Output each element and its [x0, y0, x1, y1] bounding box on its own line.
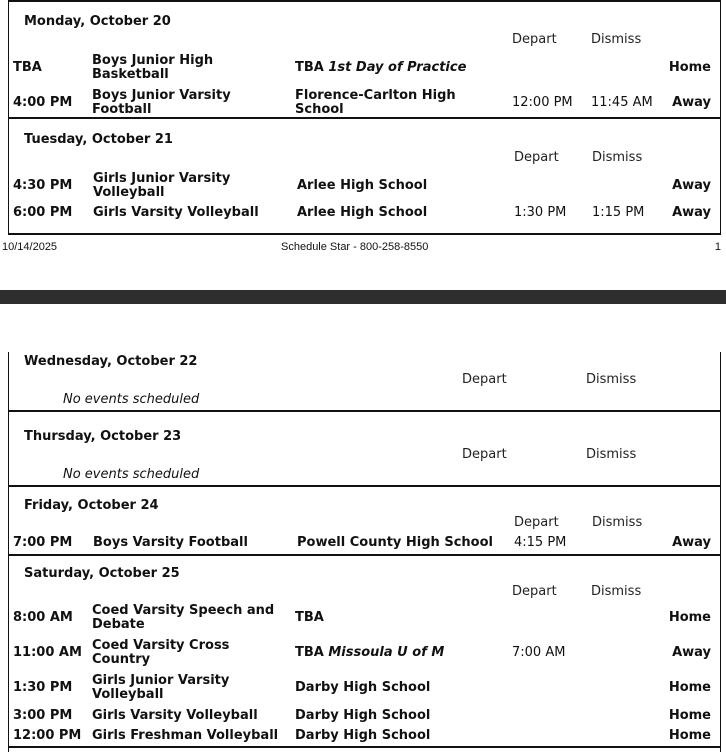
day-section-tuesday	[9, 119, 720, 235]
day-section-monday	[9, 2, 720, 119]
event-row	[9, 709, 720, 725]
event-location: Darby High School	[295, 708, 431, 723]
event-sport: Girls Varsity Volleyball	[93, 205, 259, 220]
event-row	[9, 536, 720, 552]
event-sport: Girls Freshman Volleyball	[92, 728, 279, 743]
depart-header: Depart	[512, 584, 557, 599]
event-sport: Boys Junior Varsity Football	[92, 88, 231, 117]
event-dismiss: 1:15 PM	[592, 205, 645, 220]
home-away: Home	[668, 708, 711, 723]
home-away: Home	[668, 610, 711, 625]
event-sport: Boys Junior High Basketball	[92, 53, 214, 82]
event-time: 8:00 AM	[13, 610, 73, 625]
depart-header: Depart	[512, 32, 557, 47]
dismiss-header: Dismiss	[591, 584, 642, 599]
event-row	[9, 674, 720, 702]
day-title: Saturday, October 25	[24, 566, 180, 581]
event-row	[9, 729, 720, 745]
footer-date: 10/14/2025	[2, 241, 58, 253]
section-divider	[9, 233, 720, 235]
location-name: TBA	[295, 60, 324, 75]
location-name: TBA	[295, 645, 324, 660]
event-row	[9, 604, 720, 632]
depart-header: Depart	[462, 372, 507, 387]
home-away: Away	[672, 205, 711, 220]
event-location: TBA	[295, 610, 324, 625]
event-depart: 4:15 PM	[514, 535, 567, 550]
depart-header: Depart	[514, 515, 559, 530]
event-depart: 1:30 PM	[514, 205, 567, 220]
event-row	[9, 639, 720, 667]
day-title: Monday, October 20	[24, 14, 171, 29]
dismiss-header: Dismiss	[592, 150, 643, 165]
event-location: Powell County High School	[297, 535, 493, 550]
home-away: Away	[672, 178, 711, 193]
page-separator	[0, 290, 726, 304]
schedule-frame	[8, 0, 721, 235]
day-section-saturday	[9, 556, 720, 752]
event-note: Missoula U of M	[328, 645, 445, 660]
event-location: Darby High School	[295, 728, 431, 743]
event-time: 1:30 PM	[13, 680, 73, 695]
dismiss-header: Dismiss	[591, 32, 642, 47]
event-time: 4:00 PM	[13, 95, 73, 110]
day-section-wednesday	[9, 352, 720, 412]
no-events-message: No events scheduled	[63, 392, 200, 407]
schedule-page-1	[0, 0, 726, 290]
no-events-message: No events scheduled	[63, 467, 200, 482]
event-sport: Girls Junior Varsity Volleyball	[93, 171, 231, 200]
depart-header: Depart	[462, 447, 507, 462]
event-time: 6:00 PM	[13, 205, 73, 220]
event-depart: 12:00 PM	[512, 95, 573, 110]
dismiss-header: Dismiss	[592, 515, 643, 530]
event-location: Arlee High School	[297, 205, 428, 220]
footer-contact: Schedule Star - 800-258-8550	[281, 241, 429, 253]
event-note: 1st Day of Practice	[328, 60, 467, 75]
home-away: Home	[668, 60, 711, 75]
day-title: Thursday, October 23	[24, 429, 182, 444]
event-location: Arlee High School	[297, 178, 428, 193]
dismiss-header: Dismiss	[586, 447, 637, 462]
event-sport: Coed Varsity Speech and Debate	[92, 603, 275, 632]
day-title: Friday, October 24	[24, 498, 159, 513]
home-away: Home	[668, 680, 711, 695]
depart-header: Depart	[514, 150, 559, 165]
event-row	[9, 54, 720, 82]
schedule-frame	[8, 352, 721, 752]
home-away: Home	[668, 728, 711, 743]
day-section-friday	[9, 487, 720, 556]
footer-page-number: 1	[714, 241, 721, 253]
event-sport: Coed Varsity Cross Country	[92, 638, 230, 667]
day-section-thursday	[9, 412, 720, 487]
event-time: 7:00 PM	[13, 535, 73, 550]
home-away: Away	[672, 95, 711, 110]
section-divider	[9, 746, 720, 748]
event-sport: Girls Junior Varsity Volleyball	[92, 673, 230, 702]
event-time: TBA	[13, 60, 42, 75]
event-row	[9, 172, 720, 200]
event-depart: 7:00 AM	[512, 645, 566, 660]
event-location: Florence-Carlton High School	[295, 88, 456, 117]
event-dismiss: 11:45 AM	[591, 95, 653, 110]
day-title: Wednesday, October 22	[24, 354, 198, 369]
home-away: Away	[672, 535, 711, 550]
home-away: Away	[672, 645, 711, 660]
schedule-page-2	[0, 304, 726, 752]
event-location: Darby High School	[295, 680, 431, 695]
dismiss-header: Dismiss	[586, 372, 637, 387]
event-row	[9, 88, 720, 116]
event-sport: Girls Varsity Volleyball	[92, 708, 258, 723]
event-location	[295, 61, 505, 75]
event-time: 3:00 PM	[13, 708, 73, 723]
day-title: Tuesday, October 21	[24, 132, 173, 147]
event-sport: Boys Varsity Football	[93, 535, 248, 550]
event-row	[9, 206, 720, 222]
event-time: 4:30 PM	[13, 178, 73, 193]
event-time: 11:00 AM	[13, 645, 82, 660]
event-time: 12:00 PM	[13, 728, 82, 743]
event-location	[295, 646, 505, 660]
